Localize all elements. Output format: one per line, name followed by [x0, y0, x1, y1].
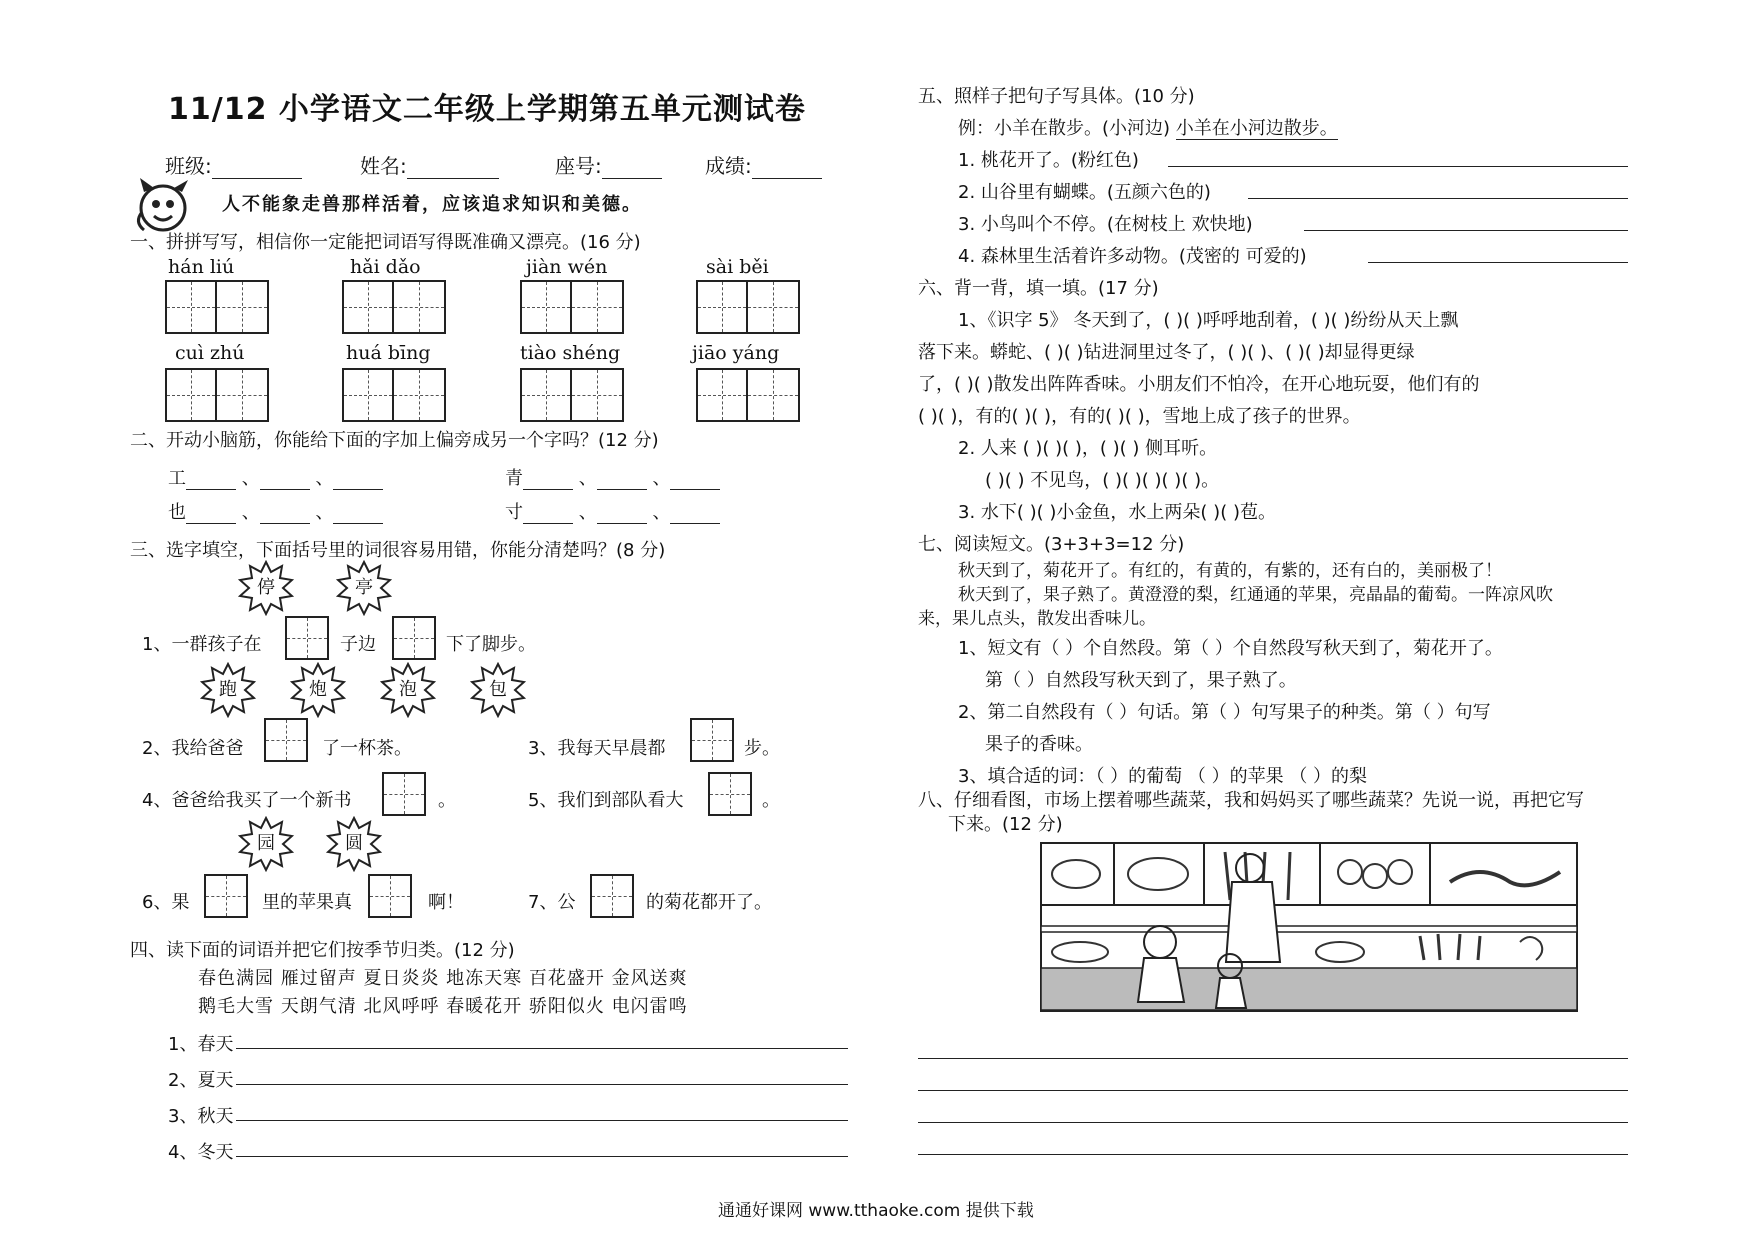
word-burst [238, 560, 294, 616]
name-label: 姓名: [360, 154, 407, 178]
section5-heading: 五、照样子把句子写具体。(10 分) [918, 86, 1195, 107]
q7-part-a: 7、公 [528, 892, 576, 913]
s7-question-1b: 第（ ）自然段写秋天到了，果子熟了。 [985, 670, 1297, 691]
answer-blank[interactable] [597, 505, 647, 524]
writing-grid-1[interactable] [165, 280, 269, 334]
writing-grid-2[interactable] [342, 280, 446, 334]
base-char: 青 [505, 468, 523, 489]
answer-box[interactable] [708, 772, 752, 816]
pinyin-1: hán liú [168, 256, 235, 278]
s5-item-1: 1. 桃花开了。(粉红色) [958, 150, 1139, 171]
answer-line[interactable] [236, 1120, 848, 1121]
pinyin-2: hǎi dǎo [350, 256, 421, 278]
seat-blank[interactable] [602, 160, 662, 179]
reading-para-2b: 来，果儿点头，散发出香味儿。 [918, 609, 1156, 629]
word-list-row-2: 鹅毛大雪 天朗气清 北风呼呼 春暖花开 骄阳似火 电闪雷鸣 [198, 996, 688, 1017]
pinyin-7: tiào shéng [520, 342, 621, 364]
score-field [705, 150, 822, 179]
writing-grid-5[interactable] [165, 368, 269, 422]
section4-heading: 四、读下面的词语并把它们按季节归类。(12 分) [130, 940, 515, 961]
class-label: 班级: [165, 154, 212, 178]
answer-blank[interactable] [186, 505, 236, 524]
answer-line[interactable] [1368, 262, 1628, 263]
section1-heading: 一、拼拼写写，相信你一定能把词语写得既准确又漂亮。(16 分) [130, 232, 641, 253]
answer-blank[interactable] [523, 505, 573, 524]
score-label: 成绩: [705, 154, 752, 178]
season-label-autumn: 3、秋天 [168, 1106, 234, 1127]
q6-part-a: 6、果 [142, 892, 190, 913]
word-option: 亭 [355, 577, 373, 598]
answer-blank[interactable] [260, 505, 310, 524]
s5-item-4: 4. 森林里生活着许多动物。(茂密的 可爱的) [958, 246, 1307, 267]
name-field [360, 150, 499, 179]
q6-part-b: 里的苹果真 [262, 892, 352, 913]
word-option: 跑 [219, 679, 237, 700]
word-burst [290, 662, 346, 718]
s5-item-3: 3. 小鸟叫个不停。(在树枝上 欢快地) [958, 214, 1253, 235]
word-burst [336, 560, 392, 616]
q4-part-a: 4、爸爸给我买了一个新书 [142, 790, 352, 811]
q5-part-b: 。 [762, 790, 780, 811]
word-option: 炮 [309, 679, 327, 700]
pinyin-5: cuì zhú [175, 342, 245, 364]
season-label-summer: 2、夏天 [168, 1070, 234, 1091]
word-burst [470, 662, 526, 718]
writing-grid-3[interactable] [520, 280, 624, 334]
s6-line-7: 3. 水下( )( )小金鱼，水上两朵( )( )苞。 [958, 502, 1276, 523]
section8-heading-a: 八、仔细看图，市场上摆着哪些蔬菜，我和妈妈买了哪些蔬菜？先说一说，再把它写 [918, 790, 1584, 811]
answer-line[interactable] [918, 1058, 1628, 1059]
s7-question-2: 2、第二自然段有（ ）句话。第（ ）句写果子的种类。第（ ）句写 [958, 702, 1491, 723]
answer-box[interactable] [204, 874, 248, 918]
base-char: 也 [168, 502, 186, 523]
q3-part-b: 步。 [744, 738, 780, 759]
section6-heading: 六、背一背，填一填。(17 分) [918, 278, 1159, 299]
s7-question-3: 3、填合适的词：（ ）的葡萄 （ ）的苹果 （ ）的梨 [958, 766, 1368, 787]
s7-question-2b: 果子的香味。 [985, 734, 1093, 755]
q7-part-b: 的菊花都开了。 [646, 892, 772, 913]
reading-para-2a: 秋天到了，果子熟了。黄澄澄的梨，红通通的苹果，亮晶晶的葡萄。一阵凉风吹 [958, 585, 1553, 605]
name-blank[interactable] [407, 160, 499, 179]
word-list-row-1: 春色满园 雁过留声 夏日炎炎 地冻天寒 百花盛开 金风送爽 [198, 968, 688, 989]
s6-line-5: 2. 人来 ( )( )( )，( )( ) 侧耳听。 [958, 438, 1218, 459]
answer-line[interactable] [236, 1156, 848, 1157]
q3-part-a: 3、我每天早晨都 [528, 738, 666, 759]
word-option: 包 [489, 679, 507, 700]
radical-row-2: 青 、 、 [505, 464, 720, 490]
section8-heading-b: 下来。(12 分) [948, 814, 1063, 835]
word-burst [200, 662, 256, 718]
writing-grid-8[interactable] [696, 368, 800, 422]
radical-row-3: 也 、 、 [168, 498, 383, 524]
answer-box[interactable] [368, 874, 412, 918]
answer-blank[interactable] [670, 505, 720, 524]
base-char: 寸 [505, 502, 523, 523]
s6-line-6: ( )( ) 不见鸟，( )( )( )( )( )。 [985, 470, 1220, 491]
reading-para-1: 秋天到了，菊花开了。有红的，有黄的，有紫的，还有白的，美丽极了！ [958, 561, 1502, 581]
radical-row-4: 寸 、 、 [505, 498, 720, 524]
pinyin-6: huá bīng [346, 342, 431, 364]
vegetable-market-illustration [1040, 842, 1578, 1012]
answer-line[interactable] [918, 1122, 1628, 1123]
answer-blank[interactable] [333, 505, 383, 524]
radical-row-1: 工 、 、 [168, 464, 383, 490]
pinyin-3: jiàn wén [526, 256, 608, 278]
season-label-winter: 4、冬天 [168, 1142, 234, 1163]
example-line [958, 114, 1338, 140]
q1-part-a: 1、一群孩子在 [142, 634, 262, 655]
download-footer: 通通好课网 www.tthaoke.com 提供下载 [718, 1201, 1034, 1221]
answer-line[interactable] [918, 1154, 1628, 1155]
score-blank[interactable] [752, 160, 822, 179]
writing-grid-6[interactable] [342, 368, 446, 422]
writing-grid-7[interactable] [520, 368, 624, 422]
q1-part-c: 下了脚步。 [446, 634, 536, 655]
answer-blank[interactable] [670, 471, 720, 490]
s7-question-1: 1、短文有（ ）个自然段。第（ ）个自然段写秋天到了，菊花开了。 [958, 638, 1503, 659]
answer-box[interactable] [285, 616, 329, 660]
answer-line[interactable] [1304, 230, 1628, 231]
example-answer: 小羊在小河边散步。 [1175, 118, 1338, 139]
word-burst [326, 816, 382, 872]
s6-line-1: 1、《识字 5》 冬天到了，( )( )呼呼地刮着，( )( )纷纷从天上飘 [958, 310, 1459, 331]
s6-line-3: 了，( )( )散发出阵阵香味。小朋友们不怕冷，在开心地玩耍，他们有的 [918, 374, 1480, 395]
class-blank[interactable] [212, 160, 302, 179]
answer-line[interactable] [1248, 198, 1628, 199]
answer-blank[interactable] [597, 471, 647, 490]
word-option: 圆 [345, 833, 363, 854]
base-char: 工 [168, 468, 186, 489]
q2-part-a: 2、我给爸爸 [142, 738, 244, 759]
q5-part-a: 5、我们到部队看大 [528, 790, 684, 811]
word-burst [238, 816, 294, 872]
answer-blank[interactable] [523, 471, 573, 490]
answer-line[interactable] [236, 1084, 848, 1085]
q6-part-c: 啊！ [428, 892, 464, 913]
answer-line[interactable] [1168, 166, 1628, 167]
s6-line-2: 落下来。蟒蛇、( )( )钻进洞里过冬了，( )( )、( )( )却显得更绿 [918, 342, 1415, 363]
pinyin-4: sài běi [706, 256, 769, 278]
answer-blank[interactable] [260, 471, 310, 490]
pinyin-8: jiāo yáng [692, 342, 780, 364]
answer-box[interactable] [590, 874, 634, 918]
writing-grid-4[interactable] [696, 280, 800, 334]
word-option: 园 [257, 833, 275, 854]
section2-heading: 二、开动小脑筋，你能给下面的字加上偏旁成另一个字吗？(12 分) [130, 430, 659, 451]
section7-heading: 七、阅读短文。(3+3+3=12 分) [918, 534, 1185, 555]
answer-box[interactable] [392, 616, 436, 660]
q2-part-b: 了一杯茶。 [322, 738, 412, 759]
example-prompt: 例：小羊在散步。(小河边) [958, 118, 1171, 139]
motto-text: 人不能象走兽那样活着，应该追求知识和美德。 [222, 194, 642, 215]
seat-label: 座号: [555, 154, 602, 178]
word-burst [380, 662, 436, 718]
answer-blank[interactable] [333, 471, 383, 490]
answer-box[interactable] [264, 718, 308, 762]
answer-blank[interactable] [186, 471, 236, 490]
section3-heading: 三、选字填空，下面括号里的词很容易用错，你能分清楚吗？(8 分) [130, 540, 666, 561]
word-option: 停 [257, 577, 275, 598]
answer-box[interactable] [382, 772, 426, 816]
season-label-spring: 1、春天 [168, 1034, 234, 1055]
page-title: 11/12 小学语文二年级上学期第五单元测试卷 [168, 92, 806, 127]
word-option: 泡 [399, 679, 417, 700]
answer-line[interactable] [918, 1090, 1628, 1091]
q1-part-b: 子边 [340, 634, 376, 655]
seat-field [555, 150, 662, 179]
s5-item-2: 2. 山谷里有蝴蝶。(五颜六色的) [958, 182, 1211, 203]
answer-line[interactable] [236, 1048, 848, 1049]
answer-box[interactable] [690, 718, 734, 762]
s6-line-4: ( )( )，有的( )( )，有的( )( )，雪地上成了孩子的世界。 [918, 406, 1361, 427]
q4-part-b: 。 [438, 790, 456, 811]
